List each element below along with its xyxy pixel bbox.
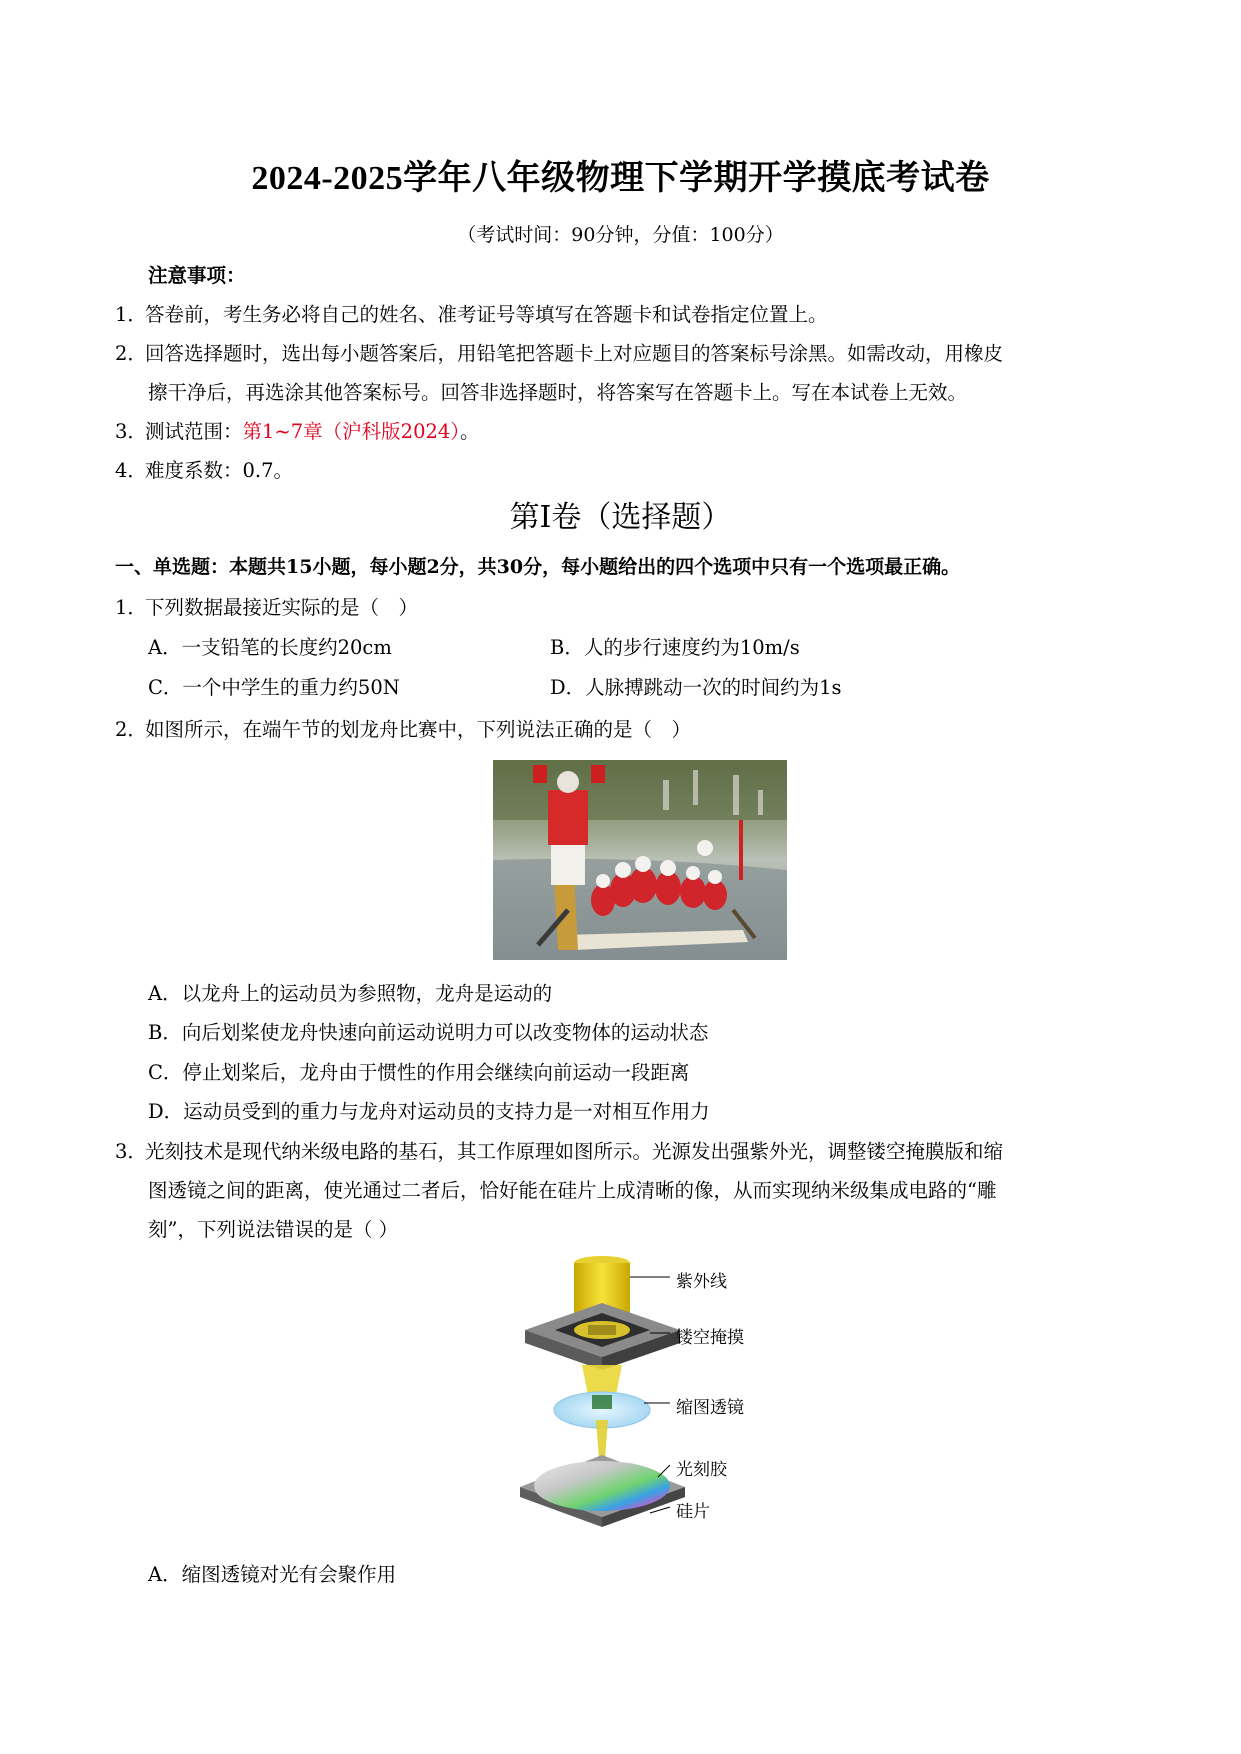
test-scope: 第1~7章（沪科版2024）	[242, 420, 461, 443]
option-label: B．	[550, 636, 584, 659]
option-b	[148, 1013, 708, 1052]
option-c	[148, 1053, 689, 1092]
notice-text: 难度系数：0.7。	[145, 459, 294, 482]
option-text: 人的步行速度约为10m/s	[583, 636, 800, 659]
question-stem-continued: 刻”，下列说法错误的是（ ）	[148, 1218, 399, 1241]
option-label: A．	[148, 1563, 182, 1586]
question-num: 1．	[115, 596, 147, 619]
question-stem-continued: 图透镜之间的距离，使光通过二者后，恰好能在硅片上成清晰的像，从而实现纳米级集成电路的“雕	[148, 1179, 997, 1202]
option-c	[148, 668, 400, 707]
notice-text: 。	[460, 420, 480, 443]
notice-item	[115, 412, 480, 451]
option-label: D．	[148, 1100, 184, 1123]
option-label: B．	[148, 1021, 182, 1044]
notice-heading: 注意事项：	[148, 264, 246, 287]
option-label: A．	[148, 636, 182, 659]
option-text: 一支铅笔的长度约20cm	[181, 636, 392, 659]
option-d	[148, 1092, 710, 1131]
question-stem: 下列数据最接近实际的是（ ）	[145, 596, 419, 619]
label-mask: 镂空掩摸	[676, 1328, 744, 1348]
notice-num: 1．	[115, 303, 147, 326]
option-d	[550, 668, 842, 707]
question-stem: 光刻技术是现代纳米级电路的基石，其工作原理如图所示。光源发出强紫外光，调整镂空掩膜版和缩	[145, 1140, 1004, 1163]
notice-item	[115, 451, 293, 490]
notice-num: 3．	[115, 420, 147, 443]
notice-text: 答卷前，考生务必将自己的姓名、准考证号等填写在答题卡和试卷指定位置上。	[145, 303, 828, 326]
question-1	[115, 588, 418, 627]
question-2	[115, 710, 691, 749]
exam-info: （考试时间：90分钟，分值：100分）	[457, 224, 784, 246]
option-label: C．	[148, 1061, 183, 1084]
option-label: D．	[550, 676, 586, 699]
label-uv: 紫外线	[676, 1272, 727, 1292]
option-label: C．	[148, 676, 183, 699]
option-b	[550, 628, 800, 667]
option-text: 以龙舟上的运动员为参照物，龙舟是运动的	[181, 982, 553, 1005]
option-text: 停止划桨后，龙舟由于惯性的作用会继续向前运动一段距离	[182, 1061, 690, 1084]
option-text: 向后划桨使龙舟快速向前运动说明力可以改变物体的运动状态	[181, 1021, 709, 1044]
label-lens: 缩图透镜	[676, 1398, 744, 1418]
question-3	[115, 1132, 1003, 1171]
notice-num: 4．	[115, 459, 147, 482]
notice-num: 2．	[115, 342, 147, 365]
question-num: 3．	[115, 1140, 147, 1163]
part-heading: 一、单选题：本题共15小题，每小题2分，共30分，每小题给出的四个选项中只有一个选项最正确。	[115, 556, 961, 578]
section-title: 第Ⅰ卷（选择题）	[509, 500, 732, 535]
question-stem: 如图所示，在端午节的划龙舟比赛中，下列说法正确的是（ ）	[145, 718, 692, 741]
option-a	[148, 1555, 396, 1594]
notice-text: 测试范围：	[145, 420, 243, 443]
question-num: 2．	[115, 718, 147, 741]
option-a	[148, 974, 552, 1013]
option-text: 人脉搏跳动一次的时间约为1s	[585, 676, 842, 699]
page-title: 2024-2025学年八年级物理下学期开学摸底考试卷	[251, 160, 990, 197]
label-photoresist: 光刻胶	[676, 1460, 727, 1480]
notice-text-continued: 擦干净后，再选涂其他答案标号。回答非选择题时，将答案写在答题卡上。写在本试卷上无效。	[148, 381, 968, 404]
option-label: A．	[148, 982, 182, 1005]
notice-item	[115, 334, 1003, 373]
option-text: 一个中学生的重力约50N	[182, 676, 400, 699]
label-wafer: 硅片	[676, 1502, 710, 1522]
option-a	[148, 628, 392, 667]
option-text: 运动员受到的重力与龙舟对运动员的支持力是一对相互作用力	[183, 1100, 710, 1123]
option-text: 缩图透镜对光有会聚作用	[181, 1563, 397, 1586]
notice-item	[115, 295, 828, 334]
dragon-boat-photo	[493, 760, 787, 960]
notice-text: 回答选择题时，选出每小题答案后，用铅笔把答题卡上对应题目的答案标号涂黑。如需改动，用橡皮	[145, 342, 1004, 365]
